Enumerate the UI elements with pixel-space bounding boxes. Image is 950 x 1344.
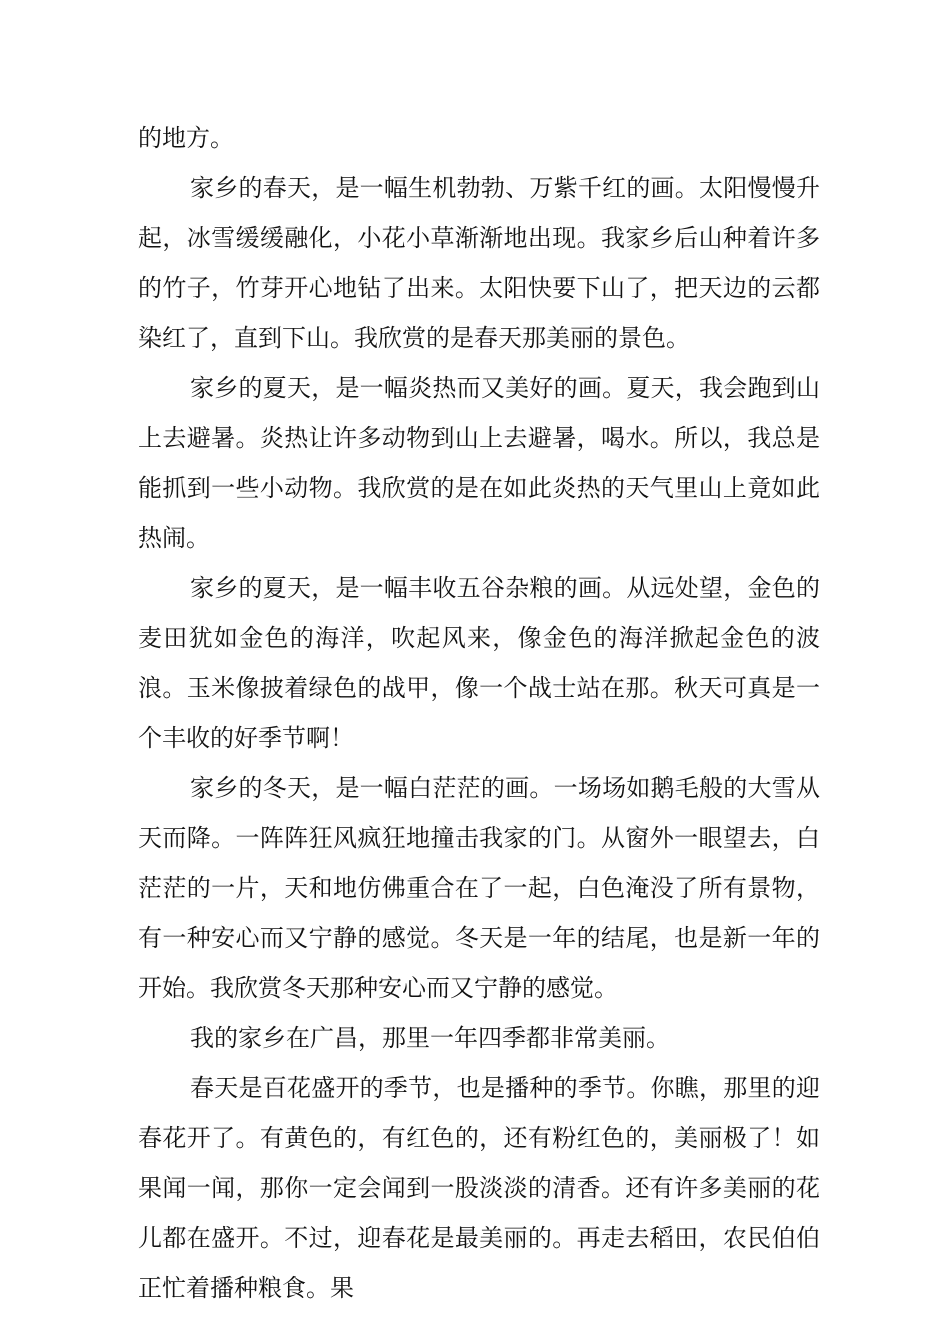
paragraph-summer: 家乡的夏天，是一幅炎热而又美好的画。夏天，我会跑到山上去避暑。炎热让许多动物到山上去避暑，喝水。所以，我总是能抓到一些小动物。我欣赏的是在如此炎热的天气里山上竟如此热闹。 xyxy=(138,374,820,552)
paragraph-harvest: 家乡的夏天，是一幅丰收五谷杂粮的画。从远处望，金色的麦田犹如金色的海洋，吹起风来，像金色的海洋掀起金色的波浪。玉米像披着绿色的战甲，像一个战士站在那。秋天可真是一个丰收的好季节啊！ xyxy=(138,574,820,752)
paragraph-winter: 家乡的冬天，是一幅白茫茫的画。一场场如鹅毛般的大雪从天而降。一阵阵狂风疯狂地撞击我家的门。从窗外一眼望去，白茫茫的一片，天和地仿佛重合在了一起，白色淹没了所有景物，有一种安心而又宁静的感觉。冬天是一年的结尾，也是新一年的开始。我欣赏冬天那种安心而又宁静的感觉。 xyxy=(138,774,820,1002)
paragraph-spring: 家乡的春天，是一幅生机勃勃、万紫千红的画。太阳慢慢升起，冰雪缓缓融化，小花小草渐渐地出现。我家乡后山种着许多的竹子，竹芽开心地钻了出来。太阳快要下山了，把天边的云都染红了，直到下山。我欣赏的是春天那美丽的景色。 xyxy=(138,174,820,352)
body-text xyxy=(138,113,820,1313)
paragraph-continuation: 的地方。 xyxy=(138,124,234,152)
paragraph-spring-flowers: 春天是百花盛开的季节，也是播种的季节。你瞧，那里的迎春花开了。有黄色的，有红色的，还有粉红色的，美丽极了！如果闻一闻，那你一定会闻到一股淡淡的清香。还有许多美丽的花儿都在盛开。不过，迎春花是最美丽的。再走去稻田，农民伯伯正忙着播种粮食。果 xyxy=(138,1074,820,1302)
paragraph-hometown-intro: 我的家乡在广昌，那里一年四季都非常美丽。 xyxy=(190,1024,670,1052)
